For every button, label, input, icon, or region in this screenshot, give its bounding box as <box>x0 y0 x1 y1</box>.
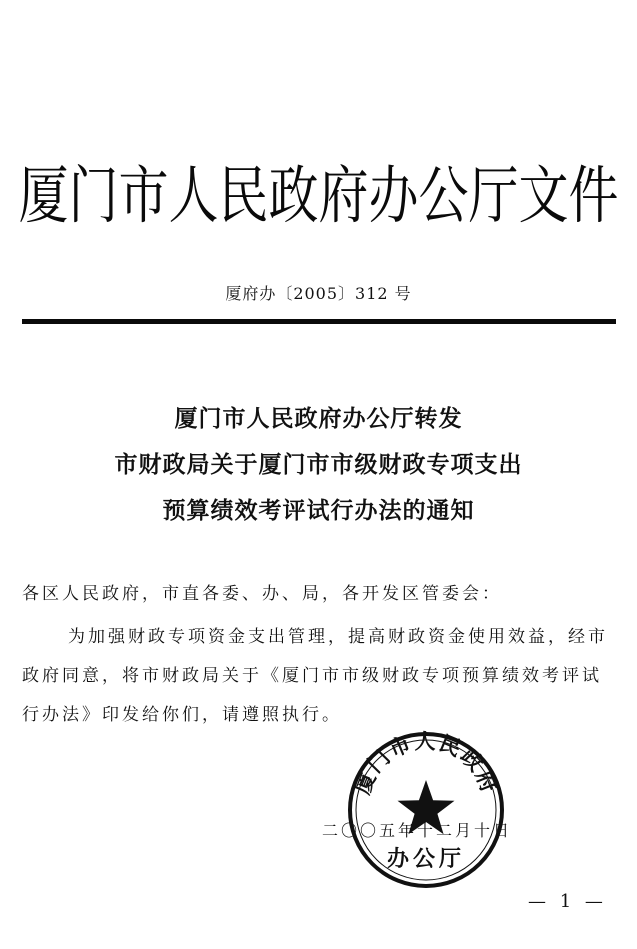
seal-bottom-text: 办公厅 <box>386 847 466 872</box>
body-line-3: 行办法》印发给你们，请遵照执行。 <box>22 705 342 725</box>
seal-top-text-path: 厦门市人民政府 <box>350 730 502 798</box>
header-rule <box>22 319 616 324</box>
masthead-title: 厦门市人民政府办公厅文件 <box>18 159 619 232</box>
document-number: 厦府办〔2005〕312 号 <box>225 284 412 303</box>
official-seal <box>346 730 506 890</box>
salutation: 各区人民政府，市直各委、办、局，各开发区管委会： <box>22 584 502 604</box>
issue-date: 二〇〇五年十二月十日 <box>322 821 513 840</box>
body-line-2: 政府同意，将市财政局关于《厦门市市级财政专项预算绩效考评试 <box>22 666 602 686</box>
seal-star-icon <box>398 780 455 834</box>
title-line-2: 市财政局关于厦门市市级财政专项支出 <box>114 452 523 478</box>
page-number: — 1 — <box>528 891 607 912</box>
title-line-1: 厦门市人民政府办公厅转发 <box>174 406 463 432</box>
body-line-1: 为加强财政专项资金支出管理，提高财政资金使用效益，经市 <box>68 627 608 647</box>
title-line-3: 预算绩效考评试行办法的通知 <box>162 498 475 524</box>
notice-title <box>0 396 637 534</box>
